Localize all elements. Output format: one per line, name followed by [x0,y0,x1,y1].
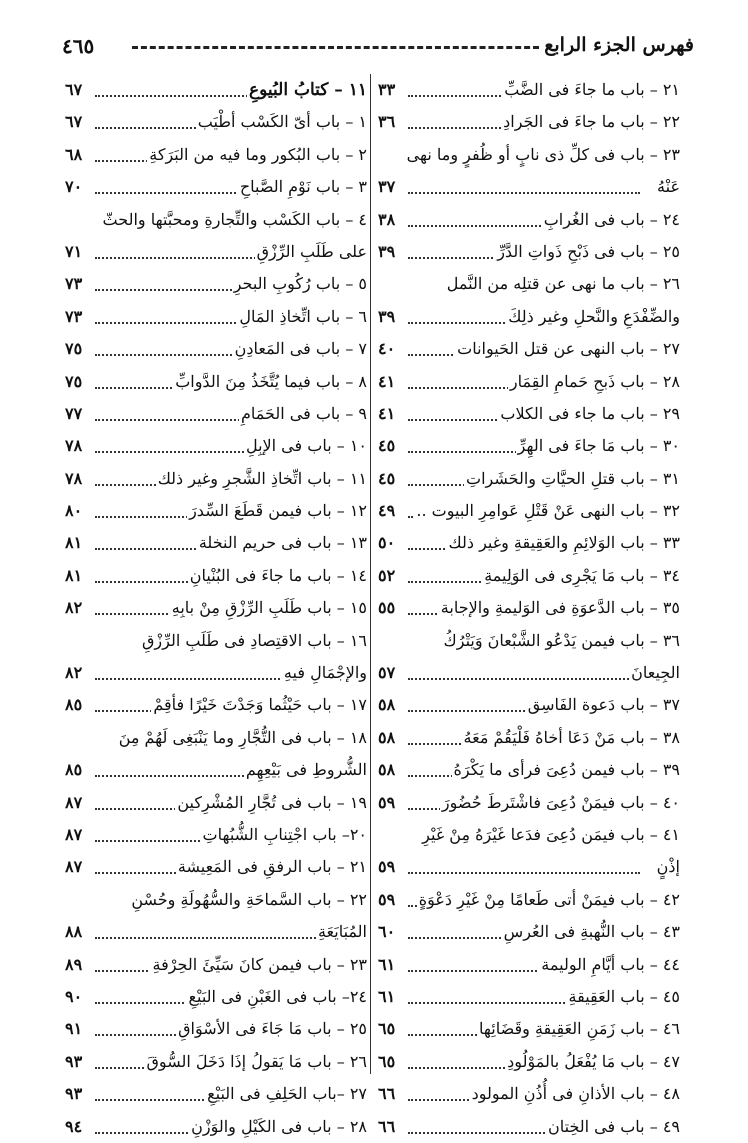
entry-title: ٤٥ – باب العَقِيقةِ [567,981,680,1013]
entry-title: ٢٤ – باب فى الغُرابِ [542,204,680,236]
entry-title: ٤٣ – باب النُّهبةِ فى العُرسِ [502,916,680,948]
entry-title: ٣٩ – باب فيمن دُعِىَ فرأى ما يَكْرَهُ [452,754,680,786]
entry-page-number: ٤٩ [378,495,397,527]
entry-title: ٤٧ – باب مَا يُفْعَلُ بالمَوْلُودِ [505,1046,680,1078]
entry-title: ٣٧ – باب دَعوة الفَاسِق [526,689,680,721]
entry-page-number: ٧٧ [65,398,84,430]
index-entry [378,430,680,462]
entry-title: ٣٣ – باب الوَلائِمِ والعَقِيقةِ وغير ذلك [447,527,681,559]
index-entry [65,301,367,333]
index-entry [378,851,680,883]
entry-title: ٨ – باب فيما يُتَّخَذُ مِنَ الدَّوابِّ [173,366,367,398]
entry-title: ١ – باب أىّ الكَسْب أطْيَب [196,106,367,138]
entry-title: ٥ – باب رُكُوبِ البحرِ [232,268,367,300]
entry-page-number: ٨٠ [65,495,84,527]
entry-title: ٢٦ – باب مَا يَقولُ إذَا دَخَلَ السُّوقَ [145,1046,367,1078]
index-entry [378,689,680,721]
header-divider [132,46,539,49]
entry-title: على طَلَبِ الرِّزْقِ [255,236,367,268]
entry-page-number: ٦٥ [378,1046,397,1078]
entry-page-number: ٨٧ [65,787,84,819]
index-entry [65,366,367,398]
leader-dots [408,678,640,680]
entry-title: ٤١ – باب فيمَن دُعِىَ فدَعا غَيْرَهُ مِنْ غَيْرِ [420,819,680,851]
index-entry [65,754,367,786]
entry-title: ١١ – باب اتِّخاذِ الشَّجرِ وغير ذلك [156,463,367,495]
entry-title: ١٠ – باب فى الإبِلِ [244,430,367,462]
index-entry [65,106,367,138]
entry-page-number: ٧٣ [65,301,84,333]
entry-page-number: ٧٠ [65,171,84,203]
index-entry [378,722,680,754]
entry-page-number: ٨١ [65,560,84,592]
entry-page-number: ٣٩ [378,301,397,333]
entry-title: ٦ – باب اتِّخاذِ المَالِ [237,301,367,333]
index-entry [378,1046,680,1078]
entry-title: ٢٥ – باب فى ذَبْحِ ذَواتِ الدَّرِّ [495,236,680,268]
index-entry [378,139,680,171]
entry-title: ١٧ – باب حَيْثُما وَجَدْتَ خَيْرًا فأقِمْ [151,689,367,721]
entry-page-number: ٤٥ [378,430,397,462]
index-entry [65,560,367,592]
entry-page-number: ٨٥ [65,689,84,721]
entry-title: ٢٢ – باب ما جاءَ فى الجَرادِ [501,106,680,138]
index-entry [65,204,367,236]
index-entry [378,527,680,559]
index-entry [65,398,367,430]
entry-title: ٤٢ – باب فيمَنْ أتى طَعامًا مِنْ غَيْرِ دَعْوَةٍ [417,884,680,916]
index-entry [65,268,367,300]
entry-title: ٣٥ – باب الدَّعوَةِ فى الوَليمةِ والإجابة [439,592,680,624]
index-entry [65,722,367,754]
entry-title: المُبَايَعَةِ [316,916,367,948]
entry-title: ١٤ – باب ما جاءَ فى البُنْيانِ [188,560,367,592]
entry-title: ٢٢ – باب السَّماحَةِ والسُّهُولَةِ وحُسْنِ [129,884,367,916]
entry-page-number: ٦٦ [378,1111,397,1143]
index-entry [65,74,367,106]
entry-page-number: ٥٩ [378,787,397,819]
entry-page-number: ٥٠ [378,527,397,559]
entry-title: ٢٤– باب فى الغَبْنِ فى البَيْعِ [186,981,367,1013]
entry-title: والإجْمَالِ فيهِ [282,657,367,689]
entry-page-number: ٧٥ [65,366,84,398]
entry-title: ٩ – باب فى الحَمَامِ [239,398,367,430]
entry-title: ٢٩ – باب ما جاء فى الكلاب [498,398,680,430]
page-number: ٤٦٥ [62,34,95,58]
entry-title: ٢٣ – باب فى كلِّ ذى نابٍ أو ظُفرٍ وما نهى [405,139,680,171]
entry-title: ١٨ – باب فى التُّجَّارِ وما يَنْبَغِى لَهُمْ مِنَ [117,722,367,754]
entry-page-number: ٤٥ [378,463,397,495]
entry-page-number: ٦٨ [65,139,84,171]
index-entry [65,139,367,171]
entry-title: ٢٨ – باب فى الكَيْلِ والوَزْنِ [189,1111,367,1143]
entry-title: ٣٦ – باب فيمن يَدْعُو الشَّبْعانَ وَيَتْرُكُ [442,625,680,657]
entry-page-number: ٦١ [378,981,397,1013]
column-divider [370,74,371,1074]
entry-title: إذْنٍ [655,851,680,883]
entry-title: ١٩ – باب فى تُجَّارِ المُشْرِكين [175,787,367,819]
index-entry [378,949,680,981]
entry-page-number: ٩٤ [65,1111,84,1143]
entry-page-number: ٥٥ [378,592,397,624]
index-entry [65,787,367,819]
entry-page-number: ٦٦ [378,1078,397,1110]
entry-title: والضِّفْدَعِ والنَّحلِ وغير ذلِكَ [506,301,680,333]
index-entry [378,1078,680,1110]
entry-title: ١٥ – باب طَلَبِ الرِّزْقِ مِنْ بابِهِ [170,592,367,624]
entry-title: ٣٢ – باب النهى عَنْ قَتْلِ عَوامِرِ البيوت .. [414,495,680,527]
entry-page-number: ٩١ [65,1013,84,1045]
index-entry [378,236,680,268]
entry-page-number: ٣٩ [378,236,397,268]
entry-page-number: ٨٢ [65,592,84,624]
entry-page-number: ٩٣ [65,1046,84,1078]
index-entry [65,171,367,203]
index-entry [65,236,367,268]
entry-page-number: ٨٧ [65,819,84,851]
entry-page-number: ٦٠ [378,916,397,948]
entry-title: الجِيعانَ [629,657,680,689]
entry-title: ١١ – كتابُ البُيوعِ [247,74,367,106]
entry-page-number: ٤١ [378,366,397,398]
entry-page-number: ٧٣ [65,268,84,300]
entry-page-number: ٨٩ [65,949,84,981]
index-entry [378,204,680,236]
index-entry [378,560,680,592]
entry-page-number: ٦٧ [65,74,84,106]
entry-title: ٣٨ – باب مَنْ دَعَا أخاهُ فَلْيَقُمْ مَعَهُ [462,722,680,754]
entry-title: ٤٩ – باب فى الخِتان [546,1111,680,1143]
index-entry [65,592,367,624]
index-entry [378,754,680,786]
entry-title: ٢٣ – باب فيمن كانَ سَيِّئَ الحِرْفةِ [150,949,367,981]
index-entry [65,689,367,721]
entry-page-number: ٨٢ [65,657,84,689]
index-entry [378,333,680,365]
entry-page-number: ٣٣ [378,74,397,106]
entry-title: الشُّروطِ فى بَيْعِهِم [244,754,367,786]
entry-page-number: ٦٧ [65,106,84,138]
index-entry [378,74,680,106]
index-entry [378,463,680,495]
leader-dots [408,872,640,874]
entry-title: ٢٠– باب اجْتِنابِ الشُّبُهاتِ [201,819,368,851]
entry-page-number: ٣٦ [378,106,397,138]
entry-page-number: ٦٥ [378,1013,397,1045]
index-entry [378,916,680,948]
left-index-column [65,74,367,1143]
index-entry [65,916,367,948]
index-entry [65,333,367,365]
index-entry [378,301,680,333]
entry-page-number: ٥٧ [378,657,397,689]
page-header-title: فهرس الجزء الرابع [544,34,694,56]
entry-page-number: ٨٨ [65,916,84,948]
entry-title: ٣ – باب نَوْمِ الصَّباحِ [238,171,367,203]
entry-page-number: ٥٨ [378,754,397,786]
index-entry [65,851,367,883]
leader-dots [408,192,640,194]
index-entry [378,657,680,689]
index-entry [65,1046,367,1078]
index-entry [65,527,367,559]
leader-dots [95,937,327,939]
index-entry [378,268,680,300]
entry-title: ١٣ – باب فى حريم النخلة [197,527,367,559]
entry-title: ٤٨ – باب الأذانِ فى أُذُنِ المولود [470,1078,680,1110]
entry-page-number: ٧٨ [65,463,84,495]
entry-page-number: ٦١ [378,949,397,981]
index-entry [65,463,367,495]
entry-title: ٢٨ – باب ذَبحِ حَمامِ القِمَار [508,366,680,398]
index-entry [378,1013,680,1045]
index-entry [378,106,680,138]
entry-page-number: ٩٠ [65,981,84,1013]
index-entry [65,495,367,527]
index-entry [65,884,367,916]
entry-title: ١٦ – باب الاقتِصادِ فى طَلَبِ الرِّزْقِ [140,625,367,657]
entry-title: ٣٤ – باب مَا يَجْرِى فى الوَلِيمةِ [482,560,680,592]
index-entry [65,949,367,981]
entry-page-number: ٥٨ [378,689,397,721]
entry-title: ٤٦ – باب زَمَنِ العَقِيقةِ وقَضَائِها [477,1013,680,1045]
index-entry [378,625,680,657]
entry-page-number: ٧١ [65,236,84,268]
entry-page-number: ٤٠ [378,333,397,365]
entry-title: ٤٤ – باب أيَّامِ الوليمة [539,949,680,981]
index-entry [65,1013,367,1045]
entry-title: ٢٧ – باب النهى عن قتل الحَيوانات [455,333,680,365]
right-index-column [378,74,680,1143]
entry-title: ٢٧ –باب الحَلِفِ فى البَيْعِ [205,1078,367,1110]
entry-page-number: ٨١ [65,527,84,559]
index-entry [378,884,680,916]
index-entry [378,495,680,527]
entry-page-number: ٥٩ [378,884,397,916]
entry-title: عَنْهُ [655,171,680,203]
index-entry [65,430,367,462]
index-entry [378,819,680,851]
entry-page-number: ٣٧ [378,171,397,203]
index-entry [65,625,367,657]
entry-page-number: ٤١ [378,398,397,430]
entry-page-number: ٥٢ [378,560,397,592]
entry-title: ٢١ – باب الرفقِ فى المَعِيشة [176,851,367,883]
entry-title: ٣١ – باب قتلِ الحيَّاتِ والحَشَراتِ [464,463,680,495]
index-entry [378,398,680,430]
entry-page-number: ٧٥ [65,333,84,365]
index-entry [378,981,680,1013]
index-entry [378,592,680,624]
entry-title: ٢٦ – باب ما نهى عن قتلِه من النَّمل [445,268,680,300]
entry-title: ٤ – باب الكَسْب والتِّجارةِ ومحبَّتها والحثّ [101,204,367,236]
entry-title: ٤٠ – باب فيمَنْ دُعِىَ فاشْتَرطَ حُضُورَ [440,787,680,819]
index-entry [378,366,680,398]
index-entry [378,1111,680,1143]
entry-title: ١٢ – باب فيمن قَطَعَ السِّدرَ [187,495,367,527]
entry-page-number: ٩٣ [65,1078,84,1110]
entry-title: ٢ – باب البُكور وما فيه من البَرَكةِ [147,139,367,171]
entry-title: ٣٠ – باب مَا جاءَ فى الهِرِّ [516,430,680,462]
index-entry [378,171,680,203]
entry-page-number: ٥٨ [378,722,397,754]
index-entry [378,787,680,819]
entry-page-number: ٥٩ [378,851,397,883]
index-entry [65,819,367,851]
entry-page-number: ٨٧ [65,851,84,883]
index-entry [65,981,367,1013]
entry-page-number: ٣٨ [378,204,397,236]
index-entry [65,1078,367,1110]
entry-title: ٢٥ – باب مَا جَاءَ فى الأسْوَاقِ [176,1013,367,1045]
entry-page-number: ٧٨ [65,430,84,462]
entry-title: ٢١ – باب ما جاءَ فى الضَّبِّ [502,74,680,106]
entry-page-number: ٨٥ [65,754,84,786]
index-entry [65,657,367,689]
index-entry [65,1111,367,1143]
entry-title: ٧ – باب فى المَعادِنِ [233,333,367,365]
